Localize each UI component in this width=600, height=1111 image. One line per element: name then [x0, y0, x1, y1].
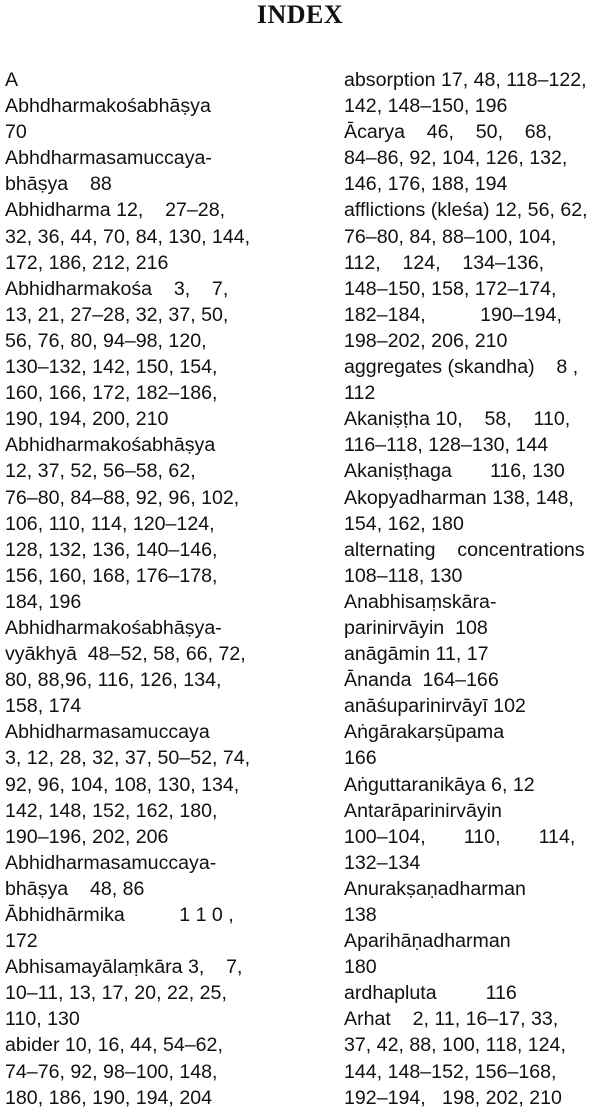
- index-line: alternating concentrations: [344, 538, 585, 561]
- index-line: 116–118, 128–130, 144: [344, 434, 549, 457]
- index-line: Aparihāṇadharman: [344, 930, 511, 953]
- index-line: 130–132, 142, 150, 154,: [5, 356, 218, 379]
- index-line: Akaniṣṭha 10, 58, 110,: [344, 408, 571, 431]
- index-line: Abhdharmakośabhāṣya: [5, 95, 211, 118]
- index-line: 190–196, 202, 206: [5, 825, 169, 848]
- index-line: Aṅguttaranikāya 6, 12: [344, 773, 535, 796]
- index-line: parinirvāyin 108: [344, 616, 488, 639]
- index-line: 142, 148–150, 196: [344, 95, 508, 118]
- index-line: Anurakṣaṇadharman: [344, 877, 526, 900]
- index-line: vyākhyā 48–52, 58, 66, 72,: [5, 643, 246, 666]
- index-line: 184, 196: [5, 590, 82, 613]
- index-line: 172: [5, 930, 38, 953]
- index-line: 12, 37, 52, 56–58, 62,: [5, 460, 196, 483]
- index-line: Ānanda 164–166: [344, 669, 499, 692]
- index-line: 138: [344, 904, 377, 926]
- index-line: 190, 194, 200, 210: [5, 408, 169, 431]
- index-line: 182–184, 190–194,: [344, 303, 562, 326]
- index-line: Akaniṣṭhaga 116, 130: [344, 460, 565, 483]
- index-line: bhāṣya 48, 86: [5, 877, 145, 900]
- index-line: 76–80, 84, 88–100, 104,: [344, 225, 557, 248]
- index-line: 84–86, 92, 104, 126, 132,: [344, 147, 568, 170]
- index-line: 112, 124, 134–136,: [344, 251, 545, 274]
- index-line: Abhdharmasamuccaya-: [5, 147, 212, 170]
- index-line: 74–76, 92, 98–100, 148,: [5, 1060, 218, 1083]
- index-line: 148–150, 158, 172–174,: [344, 277, 557, 300]
- index-line: 132–134: [344, 851, 421, 874]
- index-line: A: [5, 69, 19, 91]
- index-line: absorption 17, 48, 118–122,: [344, 69, 587, 91]
- index-line: 156, 160, 168, 176–178,: [5, 564, 218, 587]
- index-line: 180, 186, 190, 194, 204: [5, 1086, 213, 1109]
- index-line: 37, 42, 88, 100, 118, 124,: [344, 1034, 566, 1057]
- index-line: Anabhisaṃskāra-: [344, 590, 497, 613]
- index-line: 76–80, 84–88, 92, 96, 102,: [5, 486, 240, 509]
- index-line: anāgāmin 11, 17: [344, 643, 489, 666]
- index-line: 146, 176, 188, 194: [344, 173, 508, 196]
- index-line: Aṅgārakarṣūpama: [344, 721, 505, 744]
- index-line: 13, 21, 27–28, 32, 37, 50,: [5, 303, 229, 326]
- index-line: 166: [344, 747, 377, 770]
- index-line: 32, 36, 44, 70, 84, 130, 144,: [5, 225, 251, 248]
- index-line: Abhidharmasamuccaya: [5, 721, 210, 744]
- index-line: 192–194, 198, 202, 210: [344, 1086, 562, 1109]
- index-line: 106, 110, 114, 120–124,: [5, 512, 215, 535]
- index-line: Abhidharmasamuccaya-: [5, 851, 217, 874]
- index-line: 10–11, 13, 17, 20, 22, 25,: [5, 982, 227, 1005]
- index-column-right: [344, 67, 596, 1111]
- index-line: 3, 12, 28, 32, 37, 50–52, 74,: [5, 747, 251, 770]
- index-line: 172, 186, 212, 216: [5, 251, 169, 274]
- index-line: Abhisamayālaṃkāra 3, 7,: [5, 956, 243, 979]
- index-line: 112: [344, 382, 376, 405]
- index-line: 100–104, 110, 114,: [344, 825, 576, 848]
- index-line: 128, 132, 136, 140–146,: [5, 538, 218, 561]
- index-line: 70: [5, 121, 27, 144]
- index-line: 180: [344, 956, 377, 979]
- index-column-left: [5, 67, 295, 1111]
- index-line: bhāṣya 88: [5, 173, 112, 196]
- index-line: 92, 96, 104, 108, 130, 134,: [5, 773, 240, 796]
- index-line: Abhidharma 12, 27–28,: [5, 199, 226, 222]
- index-line: 198–202, 206, 210: [344, 329, 508, 352]
- page-title: INDEX: [256, 0, 344, 29]
- index-line: 144, 148–152, 156–168,: [344, 1060, 557, 1083]
- index-line: Ābhidhārmika 1 1 0 ,: [5, 904, 234, 926]
- index-line: 80, 88,96, 116, 126, 134,: [5, 669, 222, 692]
- index-line: 108–118, 130: [344, 564, 463, 587]
- index-line: Antarāparinirvāyin: [344, 799, 502, 822]
- index-line: Abhidharmakośa 3, 7,: [5, 277, 229, 300]
- index-line: afflictions (kleśa) 12, 56, 62,: [344, 199, 588, 222]
- index-line: anāśuparinirvāyī 102: [344, 695, 526, 718]
- index-line: Arhat 2, 11, 16–17, 33,: [344, 1008, 559, 1031]
- index-line: aggregates (skandha) 8 ,: [344, 356, 579, 379]
- index-line: 142, 148, 152, 162, 180,: [5, 799, 218, 822]
- index-line: Abhidharmakośabhāṣya: [5, 434, 216, 457]
- index-line: 154, 162, 180: [344, 512, 464, 535]
- index-line: Ācarya 46, 50, 68,: [344, 121, 553, 144]
- index-line: Abhidharmakośabhāṣya-: [5, 616, 222, 639]
- index-line: 158, 174: [5, 695, 82, 718]
- index-line: 56, 76, 80, 94–98, 120,: [5, 329, 207, 352]
- index-line: 110, 130: [5, 1008, 80, 1031]
- index-line: ardhapluta 116: [344, 982, 517, 1005]
- index-line: 160, 166, 172, 182–186,: [5, 382, 218, 405]
- index-line: abider 10, 16, 44, 54–62,: [5, 1034, 223, 1057]
- index-line: Akopyadharman 138, 148,: [344, 486, 574, 509]
